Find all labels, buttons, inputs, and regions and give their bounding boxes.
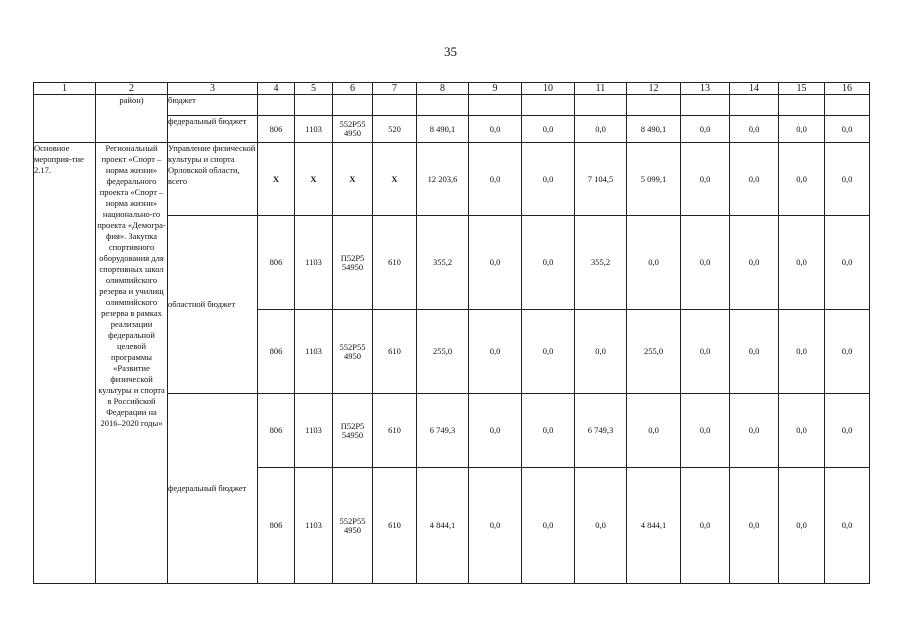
table-cell: 0,0 [522, 468, 575, 584]
table-cell: 0,0 [627, 216, 681, 310]
table-cell: 0,0 [779, 143, 825, 216]
table-cell: 0,0 [730, 143, 779, 216]
table-row [34, 143, 870, 216]
measure-code: Основное мероприя-тие 2.17. [34, 143, 96, 584]
table-cell: 1103 [295, 216, 333, 310]
table-cell: 610 [373, 468, 417, 584]
table-cell: 0,0 [681, 116, 730, 143]
table-cell [34, 95, 96, 143]
table-cell: район) [96, 95, 168, 143]
budget-table [33, 82, 870, 584]
table-cell [295, 95, 333, 116]
table-cell: 12 203,6 [417, 143, 469, 216]
table-cell: 0,0 [681, 216, 730, 310]
table-cell: 552P55 4950 [333, 116, 373, 143]
header-cell: 2 [96, 83, 168, 95]
header-cell: 9 [469, 83, 522, 95]
table-cell: 552P55 4950 [333, 468, 373, 584]
header-cell: 11 [575, 83, 627, 95]
table-cell: 0,0 [779, 216, 825, 310]
table-cell: 610 [373, 310, 417, 394]
table-cell: 0,0 [779, 394, 825, 468]
table-cell: X [295, 143, 333, 216]
table-cell: П52Р5 54950 [333, 216, 373, 310]
table-cell [522, 95, 575, 116]
table-cell: 0,0 [681, 143, 730, 216]
table-cell: 1103 [295, 468, 333, 584]
table-cell: федеральный бюджет [168, 394, 258, 584]
table-cell: 806 [258, 216, 295, 310]
table-cell: 0,0 [575, 310, 627, 394]
header-cell: 12 [627, 83, 681, 95]
table-cell: 806 [258, 116, 295, 143]
table-cell: 0,0 [469, 216, 522, 310]
table-cell: 0,0 [522, 116, 575, 143]
measure-description: Региональный проект «Спорт – норма жизни» федерального проекта «Спорт – норма жизни» национально-го проекта «Демогра-фия». Закупка спортивного оборудования для спортивных школ олимпийского резерва и училищ олимпийского резерва в рамках реализации федеральной целевой программы «Развитие физической культуры и спорта в Российской Федерации на 2016–2020 годы» [96, 143, 168, 584]
table-cell: 0,0 [627, 394, 681, 468]
header-row [34, 83, 870, 95]
header-cell: 3 [168, 83, 258, 95]
header-cell: 15 [779, 83, 825, 95]
table-cell: 6 749,3 [575, 394, 627, 468]
table-cell: 0,0 [469, 468, 522, 584]
header-cell: 10 [522, 83, 575, 95]
table-cell: 0,0 [469, 143, 522, 216]
header-cell: 7 [373, 83, 417, 95]
table-cell: 0,0 [469, 394, 522, 468]
table-cell: 0,0 [825, 116, 870, 143]
table-cell: 0,0 [469, 116, 522, 143]
table-cell: областной бюджет [168, 216, 258, 394]
table-cell [333, 95, 373, 116]
table-cell [373, 95, 417, 116]
table-cell [825, 95, 870, 116]
table-cell: 0,0 [825, 310, 870, 394]
table-cell: 5 099,1 [627, 143, 681, 216]
table-cell: Управление физической культуры и спорта Орловской области, всего [168, 143, 258, 216]
table-cell: 0,0 [681, 468, 730, 584]
table-cell: 552P55 4950 [333, 310, 373, 394]
table-cell: 0,0 [730, 116, 779, 143]
header-cell: 8 [417, 83, 469, 95]
table-cell: 0,0 [825, 143, 870, 216]
table-cell: федеральный бюджет [168, 116, 258, 143]
table-cell: 0,0 [522, 310, 575, 394]
table-cell: 0,0 [730, 394, 779, 468]
table-cell: 0,0 [681, 310, 730, 394]
table-cell: 0,0 [575, 116, 627, 143]
table-cell: 1103 [295, 116, 333, 143]
table-cell: 806 [258, 468, 295, 584]
table-cell: 610 [373, 394, 417, 468]
table-cell: 610 [373, 216, 417, 310]
table-cell: 0,0 [779, 468, 825, 584]
table-cell: X [258, 143, 295, 216]
table-cell: 0,0 [779, 116, 825, 143]
table-cell [469, 95, 522, 116]
table-cell [258, 95, 295, 116]
table-cell: 0,0 [825, 216, 870, 310]
table-cell [575, 95, 627, 116]
header-cell: 14 [730, 83, 779, 95]
header-cell: 6 [333, 83, 373, 95]
table-cell [730, 95, 779, 116]
table-row [34, 95, 870, 116]
table-cell [779, 95, 825, 116]
page-number: 35 [444, 44, 457, 59]
table-cell: 8 490,1 [627, 116, 681, 143]
table-cell: 0,0 [522, 143, 575, 216]
table-cell [627, 95, 681, 116]
table-cell: 0,0 [681, 394, 730, 468]
table-cell: 0,0 [575, 468, 627, 584]
table-cell: 1103 [295, 394, 333, 468]
table-cell [681, 95, 730, 116]
table-cell: 255,0 [417, 310, 469, 394]
table-cell: П52Р5 54950 [333, 394, 373, 468]
table-cell: 0,0 [522, 394, 575, 468]
table-cell: 0,0 [779, 310, 825, 394]
table-cell: 355,2 [417, 216, 469, 310]
table-cell: 520 [373, 116, 417, 143]
table-cell: 0,0 [730, 468, 779, 584]
table-cell: 0,0 [730, 310, 779, 394]
table-cell: 1103 [295, 310, 333, 394]
table-cell: 6 749,3 [417, 394, 469, 468]
header-cell: 13 [681, 83, 730, 95]
table-cell: 4 844,1 [417, 468, 469, 584]
table-cell: 0,0 [522, 216, 575, 310]
table-cell: X [333, 143, 373, 216]
table-cell: 0,0 [825, 468, 870, 584]
table-cell: 7 104,5 [575, 143, 627, 216]
header-cell: 4 [258, 83, 295, 95]
table-cell: 255,0 [627, 310, 681, 394]
table-cell: 0,0 [825, 394, 870, 468]
table-cell: 8 490,1 [417, 116, 469, 143]
table-cell: 806 [258, 394, 295, 468]
table-cell: 355,2 [575, 216, 627, 310]
table-cell: 0,0 [730, 216, 779, 310]
table-cell: 4 844,1 [627, 468, 681, 584]
table-cell: 0,0 [469, 310, 522, 394]
table-cell [417, 95, 469, 116]
header-cell: 5 [295, 83, 333, 95]
table-cell: X [373, 143, 417, 216]
header-cell: 1 [34, 83, 96, 95]
table-cell: 806 [258, 310, 295, 394]
table-cell: бюджет [168, 95, 258, 116]
header-cell: 16 [825, 83, 870, 95]
